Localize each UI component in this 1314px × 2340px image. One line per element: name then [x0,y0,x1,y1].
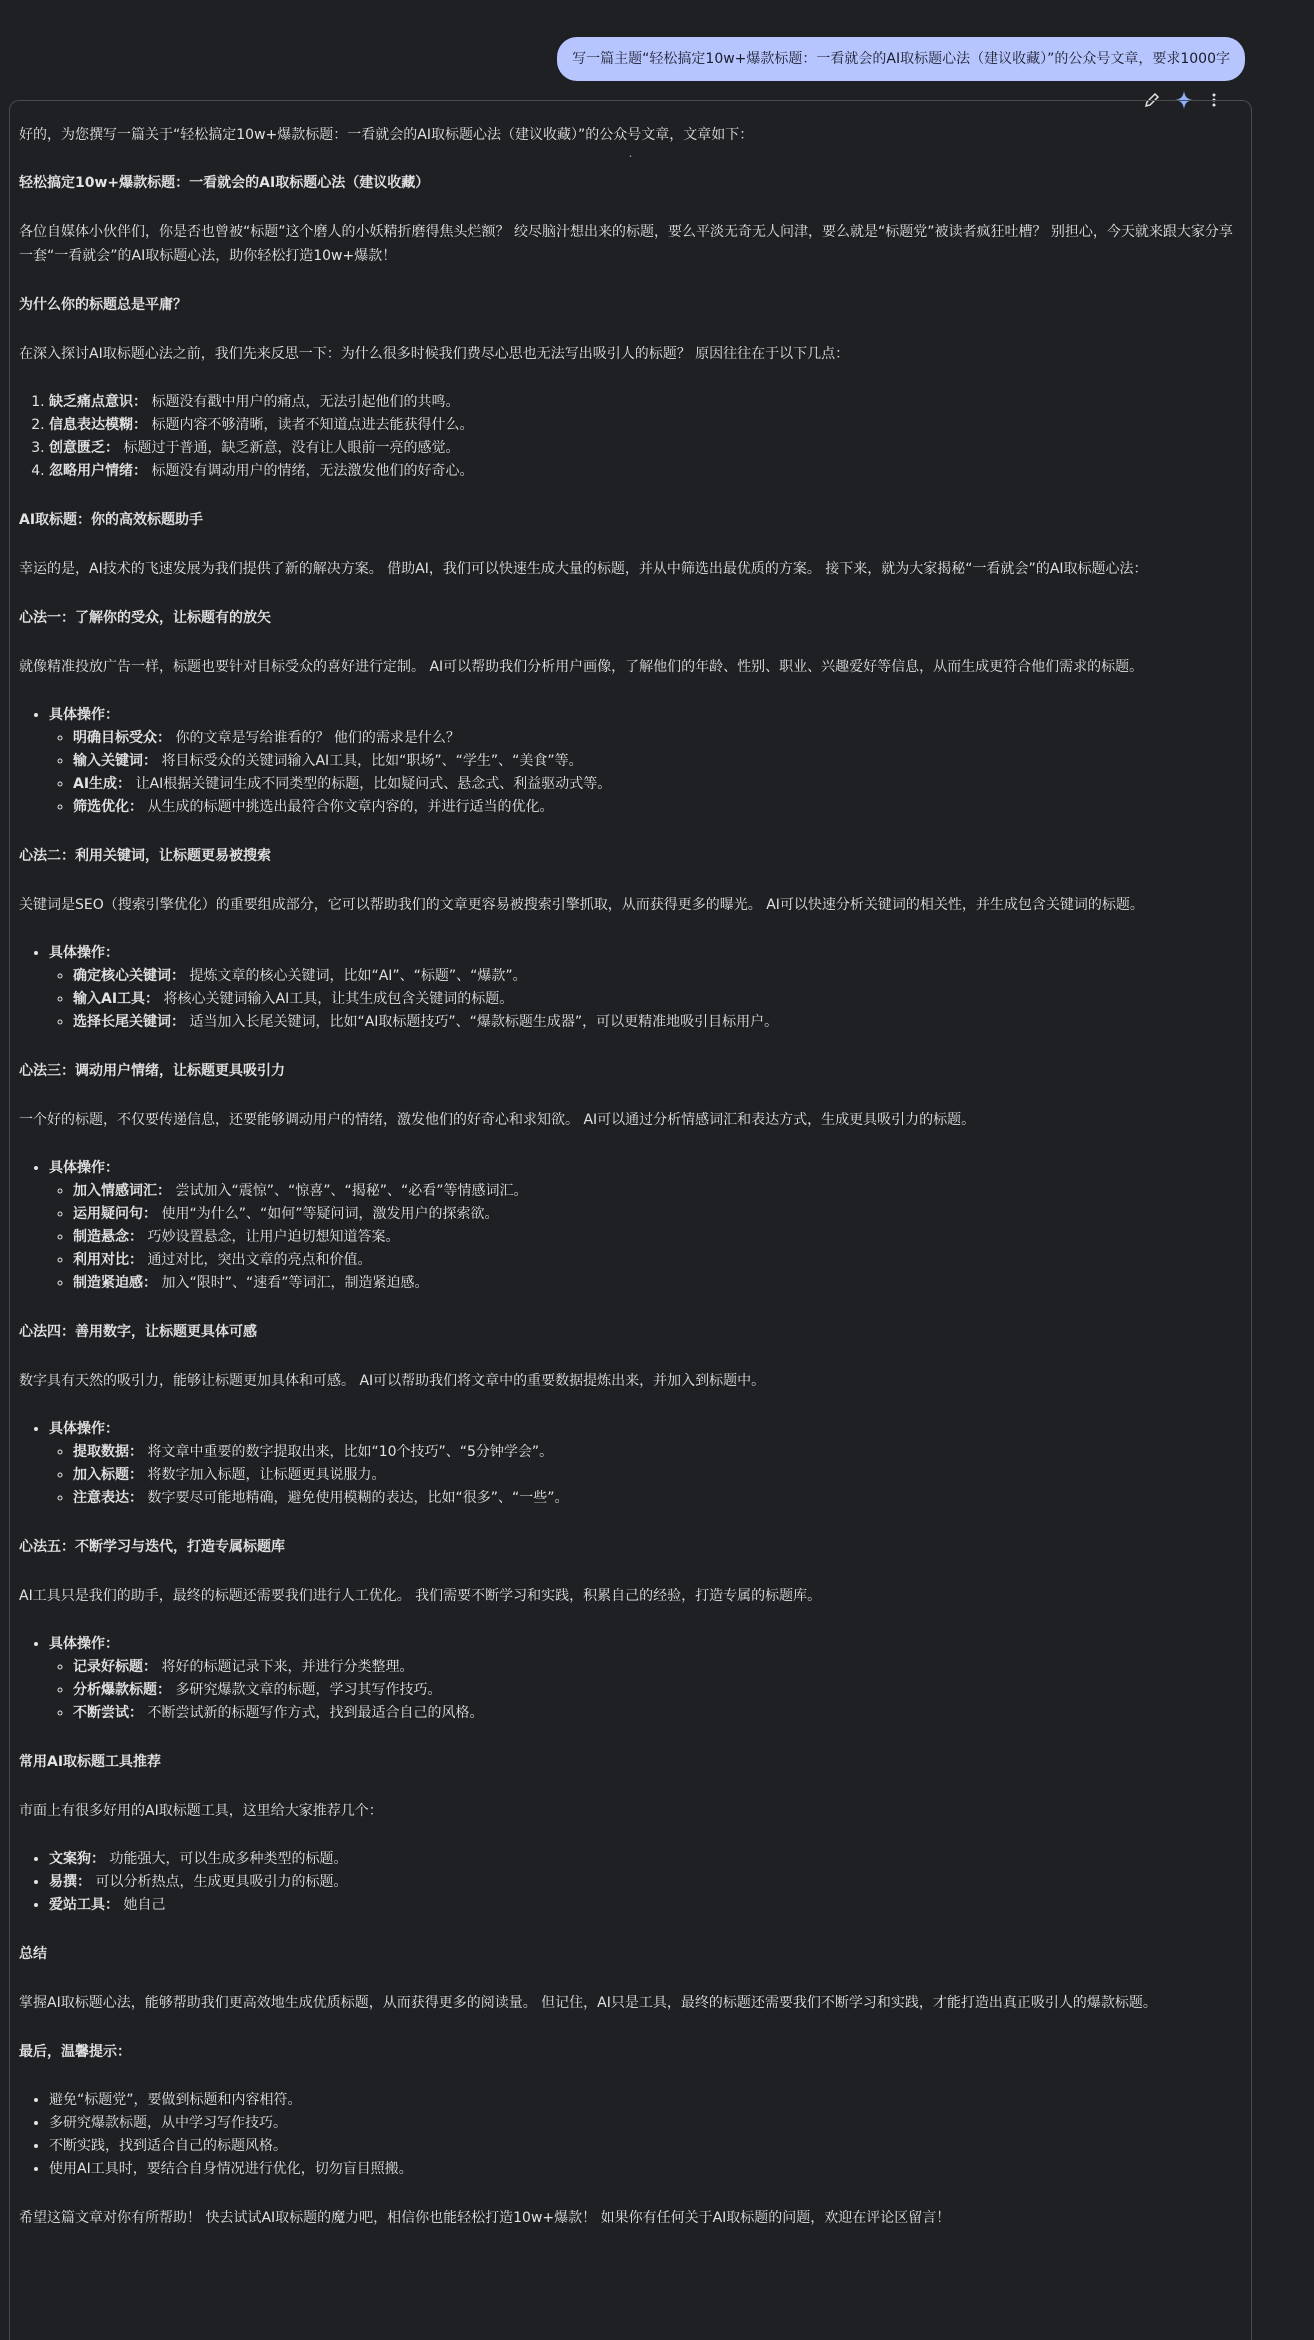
operations-list: • 具体操作： ◦ 加入情感词汇： 尝试加入“震惊”、“惊喜”、“揭秘”、“必看”等情感词汇。 ◦ 运用疑问句： 使用“为什么”、“如何”等疑问词，激发用户的探索欲。 ◦ 制造悬念： 巧妙设置悬念，让用户迫切想知道答案。 ◦ 利用对比： 通过对比，突出文章的亮点和价值。 ◦ 制造紧迫感： 加入“限时”、“速看”等词汇，制造紧迫感。 [19,1157,1242,1295]
list-item: ◦ 明确目标受众： 你的文章是写给谁看的？ 他们的需求是什么？ [73,727,1242,750]
user-prompt-bubble: 写一篇主题“轻松搞定10w+爆款标题：一看就会的AI取标题心法（建议收藏）”的公众号文章，要求1000字 [557,37,1245,81]
section-heading: 常用AI取标题工具推荐 [19,1754,162,1770]
list-item: • 不断实践，找到适合自己的标题风格。 [49,2135,1242,2158]
tips-list [19,2089,1242,2181]
operations-list: • 具体操作： ◦ 记录好标题： 将好的标题记录下来，并进行分类整理。 ◦ 分析爆款标题： 多研究爆款文章的标题，学习其写作技巧。 ◦ 不断尝试： 不断尝试新的标题写作方式，找到最适合自己的风格。 [19,1633,1242,1725]
list-item: ◦ 加入情感词汇： 尝试加入“震惊”、“惊喜”、“揭秘”、“必看”等情感词汇。 [73,1180,1242,1203]
list-item: 1. 缺乏痛点意识： 标题没有戳中用户的痛点，无法引起他们的共鸣。 [49,391,1242,414]
article-title: 轻松搞定10w+爆款标题：一看就会的AI取标题心法（建议收藏） [19,175,430,191]
section-heading: 为什么你的标题总是平庸？ [19,297,187,313]
list-item: • 避免“标题党”，要做到标题和内容相符。 [49,2089,1242,2112]
list-item: ◦ 不断尝试： 不断尝试新的标题写作方式，找到最适合自己的风格。 [73,1702,1242,1725]
method-heading: 心法一：了解你的受众，让标题有的放矢 [19,610,271,626]
list-item: ◦ 利用对比： 通过对比，突出文章的亮点和价值。 [73,1249,1242,1272]
model-response [9,100,1252,2340]
section-text: 幸运的是，AI技术的飞速发展为我们提供了新的解决方案。 借助AI，我们可以快速生成大量的标题，并从中筛选出最优质的方案。 接下来，就为大家揭秘“一看就会”的AI取标题心法： [19,561,1148,577]
tools-list [19,1848,1242,1917]
list-item: ◦ 输入AI工具： 将核心关键词输入AI工具，让其生成包含关键词的标题。 [73,988,1242,1011]
section-heading: AI取标题：你的高效标题助手 [19,512,204,528]
closing-text: 希望这篇文章对你有所帮助！ 快去试试AI取标题的魔力吧，相信你也能轻松打造10w+爆款！ 如果你有任何关于AI取标题的问题，欢迎在评论区留言！ [19,2210,951,2226]
list-item: ◦ AI生成： 让AI根据关键词生成不同类型的标题，比如疑问式、悬念式、利益驱动式等。 [73,773,1242,796]
method-text: 就像精准投放广告一样，标题也要针对目标受众的喜好进行定制。 AI可以帮助我们分析用户画像，了解他们的年龄、性别、职业、兴趣爱好等信息，从而生成更符合他们需求的标题。 [19,659,1144,675]
separator-dot: . [628,146,633,160]
section-text: 掌握AI取标题心法，能够帮助我们更高效地生成优质标题，从而获得更多的阅读量。 但记住，AI只是工具，最终的标题还需要我们不断学习和实践，才能打造出真正吸引人的爆款标题。 [19,1995,1157,2011]
operations-list: • 具体操作： ◦ 明确目标受众： 你的文章是写给谁看的？ 他们的需求是什么？ ◦ 输入关键词： 将目标受众的关键词输入AI工具，比如“职场”、“学生”、“美食”等。 ◦ AI生成： 让AI根据关键词生成不同类型的标题，比如疑问式、悬念式、利益驱动式等。 ◦ 筛选优化： 从生成的标题中挑选出最符合你文章内容的，并进行适当的优化。 [19,704,1242,819]
list-item: 4. 忽略用户情绪： 标题没有调动用户的情绪，无法激发他们的好奇心。 [49,460,1242,483]
list-item: • 文案狗： 功能强大，可以生成多种类型的标题。 [49,1848,1242,1871]
method-text: 数字具有天然的吸引力，能够让标题更加具体和可感。 AI可以帮助我们将文章中的重要数据提炼出来，并加入到标题中。 [19,1373,766,1389]
operations-list: • 具体操作： ◦ 确定核心关键词： 提炼文章的核心关键词，比如“AI”、“标题”、“爆款”。 ◦ 输入AI工具： 将核心关键词输入AI工具，让其生成包含关键词的标题。 ◦ 选择长尾关键词： 适当加入长尾关键词，比如“AI取标题技巧”、“爆款标题生成器”，可以更精准地吸引目标用户。 [19,942,1242,1034]
list-item: • 爱站工具： 她自己 [49,1894,1242,1917]
method-heading: 心法四：善用数字，让标题更具体可感 [19,1324,257,1340]
section-heading: 总结 [19,1946,47,1962]
list-item: ◦ 输入关键词： 将目标受众的关键词输入AI工具，比如“职场”、“学生”、“美食”等。 [73,750,1242,773]
list-item: ◦ 注意表达： 数字要尽可能地精确，避免使用模糊的表达，比如“很多”、“一些”。 [73,1487,1242,1510]
method-text: 一个好的标题，不仅要传递信息，还要能够调动用户的情绪，激发他们的好奇心和求知欲。 AI可以通过分析情感词汇和表达方式，生成更具吸引力的标题。 [19,1112,976,1128]
method-heading: 心法二：利用关键词，让标题更易被搜索 [19,848,271,864]
list-item: ◦ 运用疑问句： 使用“为什么”、“如何”等疑问词，激发用户的探索欲。 [73,1203,1242,1226]
list-item: ◦ 加入标题： 将数字加入标题，让标题更具说服力。 [73,1464,1242,1487]
response-intro: 好的，为您撰写一篇关于“轻松搞定10w+爆款标题：一看就会的AI取标题心法（建议收藏）”的公众号文章，文章如下： [19,127,754,143]
list-item: • 使用AI工具时，要结合自身情况进行优化，切勿盲目照搬。 [49,2158,1242,2181]
list-item: ◦ 确定核心关键词： 提炼文章的核心关键词，比如“AI”、“标题”、“爆款”。 [73,965,1242,988]
list-item: 3. 创意匮乏： 标题过于普通，缺乏新意，没有让人眼前一亮的感觉。 [49,437,1242,460]
section-heading: 最后，温馨提示： [19,2044,131,2060]
section-text: 在深入探讨AI取标题心法之前，我们先来反思一下：为什么很多时候我们费尽心思也无法写出吸引人的标题？ 原因往往在于以下几点： [19,346,850,362]
method-text: AI工具只是我们的助手，最终的标题还需要我们进行人工优化。 我们需要不断学习和实践，积累自己的经验，打造专属的标题库。 [19,1588,822,1604]
list-item: • 多研究爆款标题，从中学习写作技巧。 [49,2112,1242,2135]
list-item: ◦ 制造悬念： 巧妙设置悬念，让用户迫切想知道答案。 [73,1226,1242,1249]
list-item: ◦ 制造紧迫感： 加入“限时”、“速看”等词汇，制造紧迫感。 [73,1272,1242,1295]
method-heading: 心法五：不断学习与迭代，打造专属标题库 [19,1539,285,1555]
section-text: 市面上有很多好用的AI取标题工具，这里给大家推荐几个： [19,1803,383,1819]
article-opening: 各位自媒体小伙伴们，你是否也曾被“标题”这个磨人的小妖精折磨得焦头烂额？ 绞尽脑汁想出来的标题，要么平淡无奇无人问津，要么就是“标题党”被读者疯狂吐槽？ 别担心，今天就来跟大家分享一套“一看就会”的AI取标题心法，助你轻松打造10w+爆款！ [19,224,1233,264]
list-item: ◦ 选择长尾关键词： 适当加入长尾关键词，比如“AI取标题技巧”、“爆款标题生成器”，可以更精准地吸引目标用户。 [73,1011,1242,1034]
list-item: 2. 信息表达模糊： 标题内容不够清晰，读者不知道点进去能获得什么。 [49,414,1242,437]
list-item: ◦ 记录好标题： 将好的标题记录下来，并进行分类整理。 [73,1656,1242,1679]
list-item: • 易撰： 可以分析热点，生成更具吸引力的标题。 [49,1871,1242,1894]
method-text: 关键词是SEO（搜索引擎优化）的重要组成部分，它可以帮助我们的文章更容易被搜索引擎抓取，从而获得更多的曝光。 AI可以快速分析关键词的相关性，并生成包含关键词的标题。 [19,897,1144,913]
list-item: ◦ 提取数据： 将文章中重要的数字提取出来，比如“10个技巧”、“5分钟学会”。 [73,1441,1242,1464]
list-item: ◦ 筛选优化： 从生成的标题中挑选出最符合你文章内容的，并进行适当的优化。 [73,796,1242,819]
method-heading: 心法三：调动用户情绪，让标题更具吸引力 [19,1063,285,1079]
reasons-list [19,391,1242,483]
operations-list: • 具体操作： ◦ 提取数据： 将文章中重要的数字提取出来，比如“10个技巧”、“5分钟学会”。 ◦ 加入标题： 将数字加入标题，让标题更具说服力。 ◦ 注意表达： 数字要尽可能地精确，避免使用模糊的表达，比如“很多”、“一些”。 [19,1418,1242,1510]
list-item: ◦ 分析爆款标题： 多研究爆款文章的标题，学习其写作技巧。 [73,1679,1242,1702]
